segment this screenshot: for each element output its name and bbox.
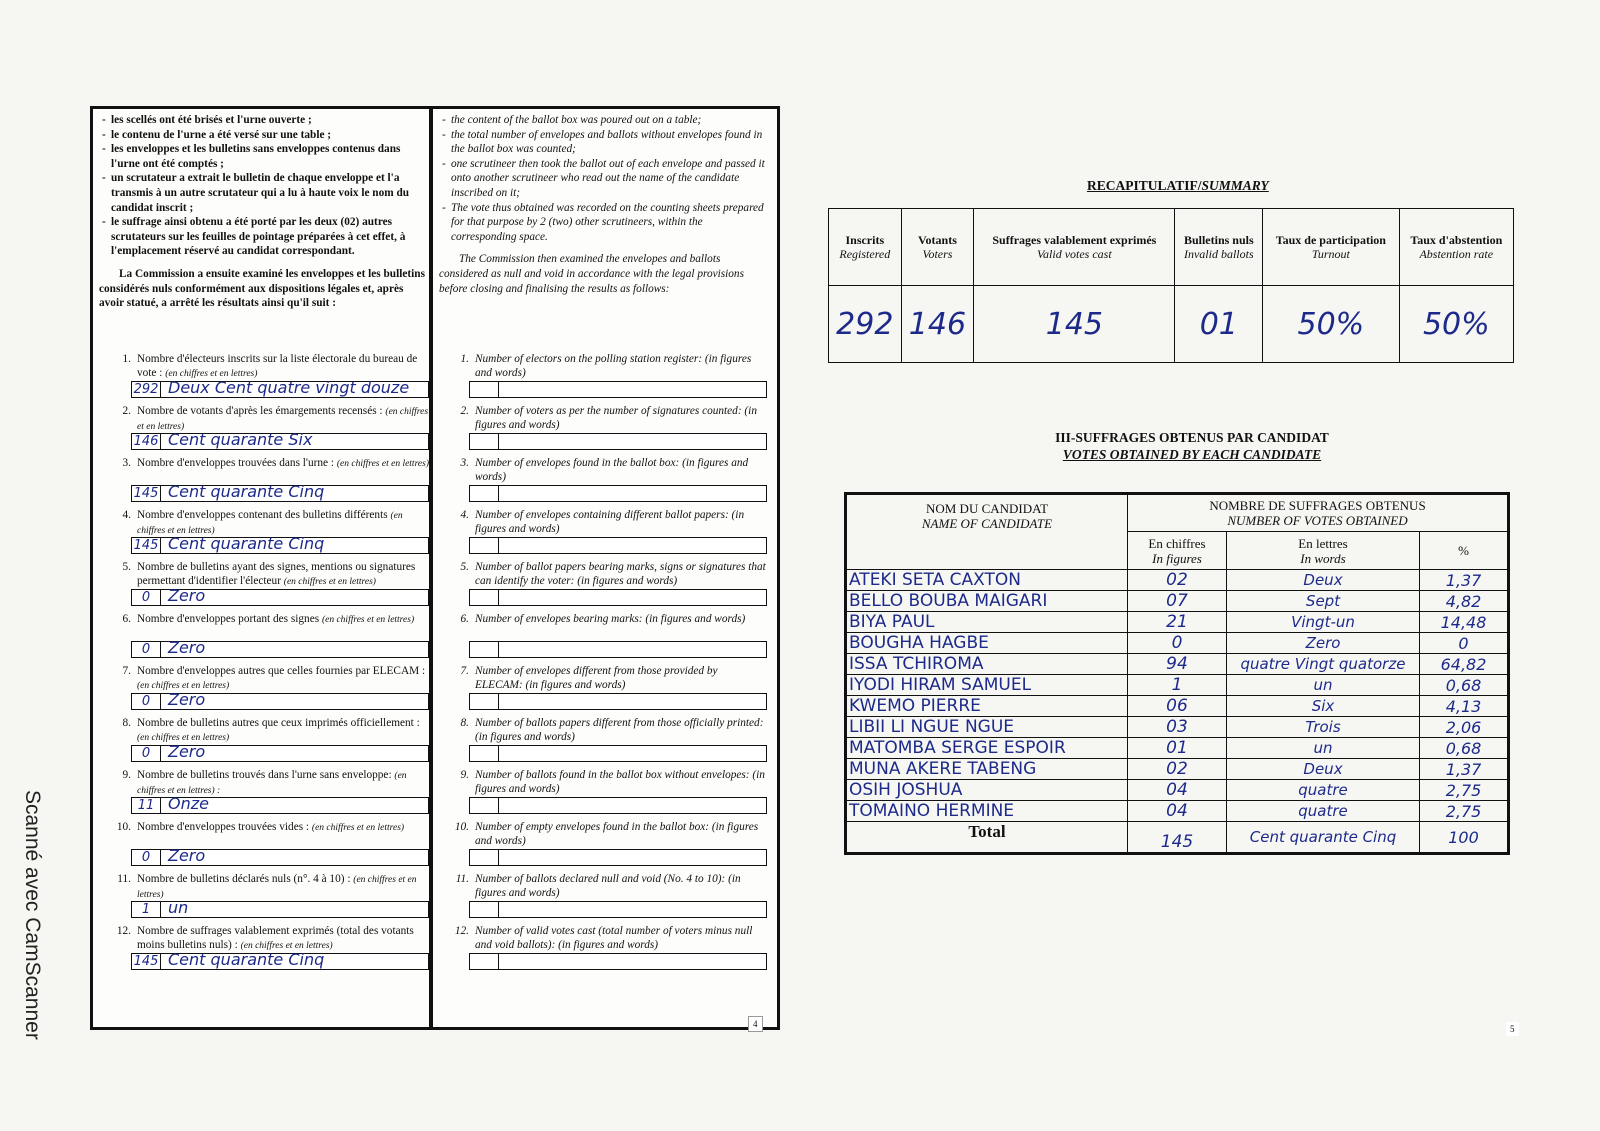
answer-figures	[470, 382, 499, 397]
candidate-percent: 2,75	[1420, 801, 1509, 822]
fr-paragraph: La Commission a ensuite examiné les enveloppes et les bulletins considérés nuls conformément aux dispositions légales et, après avoir statué, a arrêté les résultats ainsi qu'il suit :	[99, 267, 425, 310]
candidate-row	[846, 654, 1509, 675]
candidate-row	[846, 759, 1509, 780]
candidate-name: TOMAINO HERMINE	[846, 801, 1128, 822]
candidate-row	[846, 801, 1509, 822]
candidate-words: Trois	[1227, 717, 1420, 738]
question-text: Nombre de bulletins déclarés nuls (n°. 4 à 10) : (en chiffres et en lettres)	[137, 873, 417, 900]
candidate-name: ATEKI SETA CAXTON	[846, 570, 1128, 591]
candidate-row	[846, 696, 1509, 717]
header-votes-fr: NOMBRE DE SUFFRAGES OBTENUS	[1209, 498, 1426, 513]
candidate-name: BIYA PAUL	[846, 612, 1128, 633]
question-note: (en chiffres et en lettres)	[137, 407, 429, 432]
answer-box[interactable]	[131, 586, 429, 606]
candidate-words: Six	[1227, 696, 1420, 717]
answer-box[interactable]	[469, 589, 767, 606]
question-text: Number of envelopes found in the ballot box: (in figures and words)	[475, 457, 749, 483]
question-note: (en chiffres et en lettres)	[336, 459, 429, 469]
answer-figures	[470, 694, 499, 709]
candidate-name: OSIH JOSHUA	[846, 780, 1128, 801]
answer-words: Zero	[168, 742, 206, 761]
candidate-figures: 94	[1128, 654, 1227, 675]
candidate-words: quatre	[1227, 780, 1420, 801]
question-number: 1.	[460, 353, 469, 365]
fr-bullet: - les scellés ont été brisés et l'urne ouverte ;	[111, 113, 429, 128]
answer-figures: 0	[132, 642, 161, 657]
recap-values-row	[829, 286, 1514, 363]
question-text: Nombre d'enveloppes portant des signes (en chiffres et en lettres)	[137, 613, 415, 625]
en-bullet: - one scrutineer then took the ballot out of each envelope and passed it onto another scrutineer who read out the name of the candidate inscribed on it;	[451, 157, 769, 201]
question-number: 4.	[460, 509, 469, 521]
column-divider	[429, 109, 433, 1027]
question-number: 8.	[460, 717, 469, 729]
answer-words: un	[168, 898, 189, 917]
recap-value-cell: 146	[901, 286, 974, 363]
answer-figures: 1	[132, 902, 161, 917]
question-note: (en chiffres et en lettres)	[311, 823, 405, 833]
question-number: 7.	[122, 665, 131, 677]
question-text: Nombre d'enveloppes contenant des bulletins différents (en chiffres et en lettres)	[137, 509, 403, 536]
answer-box[interactable]	[469, 693, 767, 710]
answer-figures: 145	[132, 486, 161, 501]
answer-figures	[470, 590, 499, 605]
candidate-words: un	[1227, 675, 1420, 696]
candidate-words: Vingt-un	[1227, 612, 1420, 633]
question-text: Nombre d'électeurs inscrits sur la liste électorale du bureau de vote : (en chiffres et en lettres)	[137, 353, 418, 379]
question-number: 5.	[460, 561, 469, 573]
answer-figures: 292	[132, 382, 161, 397]
candidates-body	[846, 570, 1509, 822]
candidate-words: Deux	[1227, 570, 1420, 591]
answer-figures: 145	[132, 954, 161, 969]
answer-figures: 145	[132, 538, 161, 553]
candidate-figures: 0	[1128, 633, 1227, 654]
header-candidate-name	[846, 494, 1128, 570]
candidate-row	[846, 633, 1509, 654]
fr-bullet: - un scrutateur a extrait le bulletin de chaque enveloppe et l'a transmis à un autre scrutateur qui a lu à haute voix le nom du candidat inscrit ;	[111, 171, 429, 215]
answer-box[interactable]	[469, 485, 767, 502]
candidate-row	[846, 780, 1509, 801]
question-text: Nombre d'enveloppes autres que celles fournies par ELECAM : (en chiffres et en lettres)	[137, 665, 426, 691]
answer-figures	[470, 538, 499, 553]
recap-header-cell: Bulletins nuls Invalid ballots	[1175, 209, 1263, 286]
header-name-fr: NOM DU CANDIDAT	[925, 501, 1049, 516]
answer-box[interactable]	[131, 846, 429, 866]
question-text: Nombre de bulletins trouvés dans l'urne sans enveloppe: (en chiffres et en lettres) :	[137, 769, 407, 796]
question-number: 9.	[460, 769, 469, 781]
candidate-name: BELLO BOUBA MAIGARI	[846, 591, 1128, 612]
question-number: 2.	[460, 405, 469, 417]
question-text: Nombre de bulletins autres que ceux imprimés officiellement : (en chiffres et en lettres)	[137, 717, 420, 743]
candidate-name: LIBII LI NGUE NGUE	[846, 717, 1128, 738]
section-title-fr: III-SUFFRAGES OBTENUS PAR CANDIDAT	[1055, 430, 1329, 445]
candidate-figures: 02	[1128, 759, 1227, 780]
candidate-figures: 04	[1128, 780, 1227, 801]
question-number: 8.	[122, 717, 131, 729]
question-note: (en chiffres et en lettres) :	[137, 771, 407, 796]
answer-figures	[470, 902, 499, 917]
question-text: Number of empty envelopes found in the ballot box: (in figures and words)	[475, 821, 759, 847]
english-column	[439, 113, 769, 296]
en-bullet: - The vote thus obtained was recorded on the counting sheets prepared for that purpose by 2 (two) other scrutineers, within the corresponding space.	[451, 201, 769, 245]
answer-words: Deux Cent quatre vingt douze	[168, 378, 410, 397]
left-page	[90, 106, 780, 1030]
candidate-percent: 0	[1420, 633, 1509, 654]
answer-figures	[470, 642, 499, 657]
candidate-words: quatre Vingt quatorze	[1227, 654, 1420, 675]
question-note: (en chiffres et en lettres)	[137, 680, 230, 691]
answer-box[interactable]	[131, 482, 429, 502]
answer-box[interactable]	[469, 849, 767, 866]
answer-box[interactable]	[469, 745, 767, 762]
question-number: 3.	[460, 457, 469, 469]
answer-words: Zero	[168, 846, 206, 865]
candidate-percent: 4,13	[1420, 696, 1509, 717]
answer-figures: 0	[132, 746, 161, 761]
answer-figures: 146	[132, 434, 161, 449]
question-number: 11.	[455, 873, 469, 885]
question-text: Number of envelopes containing different ballot papers: (in figures and words)	[475, 509, 745, 535]
page-number-left: 4	[748, 1016, 763, 1032]
page-number-right: 5	[1506, 1022, 1519, 1036]
question-note: (en chiffres et en lettres)	[137, 875, 417, 900]
candidate-figures: 1	[1128, 675, 1227, 696]
candidate-row	[846, 612, 1509, 633]
question-text: Number of ballots declared null and void (No. 4 to 10): (in figures and words)	[475, 873, 741, 899]
header-fig-fr: En chiffres	[1148, 535, 1206, 551]
answer-box[interactable]	[131, 638, 429, 658]
fr-bullet: - le suffrage ainsi obtenu a été porté par les deux (02) autres scrutateurs sur les feuilles de pointage préparées à cet effet, à l'emplacement réservé au candidat correspondant.	[111, 215, 429, 259]
recap-header-cell: Taux d'abstention Abstention rate	[1399, 209, 1513, 286]
fr-bullet: - le contenu de l'urne a été versé sur une table ;	[111, 128, 429, 143]
candidate-name: KWEMO PIERRE	[846, 696, 1128, 717]
answer-box[interactable]	[469, 641, 767, 658]
answer-figures: 0	[132, 694, 161, 709]
candidate-figures: 04	[1128, 801, 1227, 822]
recap-value-cell: 50%	[1399, 286, 1513, 363]
recap-header-cell: Votants Voters	[901, 209, 974, 286]
question-number: 6.	[460, 613, 469, 625]
candidate-words: Zero	[1227, 633, 1420, 654]
candidate-figures: 01	[1128, 738, 1227, 759]
recap-header-cell: Inscrits Registered	[829, 209, 902, 286]
answer-figures: 11	[132, 798, 161, 813]
header-percent: %	[1420, 532, 1509, 570]
candidate-words: quatre	[1227, 801, 1420, 822]
candidate-name: BOUGHA HAGBE	[846, 633, 1128, 654]
en-bullet: - the total number of envelopes and ballots without envelopes found in the ballot box was counted;	[451, 128, 769, 157]
en-bullet: - the content of the ballot box was poured out on a table;	[451, 113, 769, 128]
question-text: Nombre de suffrages valablement exprimés (total des votants moins bulletins nuls) : (en chiffres et en lettres)	[137, 925, 414, 951]
question-text: Number of voters as per the number of signatures counted: (in figures and words)	[475, 405, 757, 431]
recap-value-cell: 145	[974, 286, 1175, 363]
answer-words: Cent quarante Six	[168, 430, 313, 449]
recap-header-cell: Suffrages valablement exprimés Valid votes cast	[974, 209, 1175, 286]
header-fig-en: In figures	[1152, 550, 1202, 566]
french-column	[99, 113, 429, 311]
total-label: Total	[846, 822, 1128, 854]
candidate-name: ISSA TCHIROMA	[846, 654, 1128, 675]
total-percent: 100	[1420, 822, 1509, 854]
answer-box[interactable]	[131, 742, 429, 762]
total-words: Cent quarante Cinq	[1227, 822, 1420, 854]
answer-words: Cent quarante Cinq	[168, 950, 325, 969]
question-number: 5.	[122, 561, 131, 573]
recap-header-cell: Taux de participation Turnout	[1263, 209, 1399, 286]
header-votes-en: NUMBER OF VOTES OBTAINED	[1227, 513, 1408, 528]
answer-box[interactable]	[469, 953, 767, 970]
answer-box[interactable]	[131, 690, 429, 710]
fr-bullet-list	[99, 113, 429, 259]
answer-figures	[470, 746, 499, 761]
question-note: (en chiffres et en lettres)	[137, 511, 403, 536]
total-figures: 145	[1128, 822, 1227, 854]
candidate-percent: 14,48	[1420, 612, 1509, 633]
answer-figures: 0	[132, 590, 161, 605]
total-row	[846, 822, 1509, 854]
candidates-table	[844, 492, 1510, 855]
answer-figures	[470, 486, 499, 501]
question-note: (en chiffres et en lettres)	[165, 368, 258, 379]
question-number: 4.	[122, 509, 131, 521]
candidate-percent: 0,68	[1420, 675, 1509, 696]
right-page	[812, 80, 1572, 1010]
question-number: 3.	[122, 457, 131, 469]
candidate-row	[846, 738, 1509, 759]
question-number: 12.	[116, 925, 131, 937]
answer-figures: 0	[132, 850, 161, 865]
candidate-words: un	[1227, 738, 1420, 759]
candidate-percent: 4,82	[1420, 591, 1509, 612]
question-number: 1.	[122, 353, 131, 365]
fr-bullet: - les enveloppes et les bulletins sans enveloppes contenus dans l'urne ont été comptés ;	[111, 142, 429, 171]
answer-box[interactable]	[131, 898, 429, 918]
answer-box[interactable]	[131, 950, 429, 970]
candidate-figures: 07	[1128, 591, 1227, 612]
question-text: Number of envelopes bearing marks: (in figures and words)	[475, 613, 746, 625]
question-note: (en chiffres et en lettres)	[321, 615, 415, 625]
candidate-figures: 21	[1128, 612, 1227, 633]
candidate-row	[846, 570, 1509, 591]
candidate-percent: 2,06	[1420, 717, 1509, 738]
candidate-words: Deux	[1227, 759, 1420, 780]
header-words-fr: En lettres	[1298, 535, 1348, 551]
candidate-percent: 0,68	[1420, 738, 1509, 759]
question-note: (en chiffres et en lettres)	[137, 732, 230, 743]
header-name-en: NAME OF CANDIDATE	[921, 516, 1053, 531]
question-number: 2.	[122, 405, 131, 417]
recap-title-fr: RECAPITULATIF/	[1087, 178, 1202, 193]
answer-box[interactable]	[469, 797, 767, 814]
candidate-row	[846, 675, 1509, 696]
header-in-words	[1227, 532, 1420, 570]
question-number: 12.	[454, 925, 469, 937]
answer-words: Zero	[168, 690, 206, 709]
recap-header-row	[829, 209, 1514, 286]
question-text: Number of ballot papers bearing marks, signs or signatures that can identify the voter: (in figures and words)	[475, 561, 766, 587]
recap-value-cell: 292	[829, 286, 902, 363]
section-title-en: VOTES OBTAINED BY EACH CANDIDATE	[1062, 447, 1322, 462]
question-note: (en chiffres et en lettres)	[283, 576, 376, 587]
recap-value-cell: 01	[1175, 286, 1263, 363]
answer-words: Cent quarante Cinq	[168, 482, 325, 501]
answer-figures	[470, 798, 499, 813]
candidate-figures: 02	[1128, 570, 1227, 591]
header-in-figures	[1128, 532, 1227, 570]
recap-table	[828, 208, 1514, 363]
answer-box[interactable]	[469, 901, 767, 918]
candidate-name: MUNA AKERE TABENG	[846, 759, 1128, 780]
question-text: Nombre d'enveloppes trouvées vides : (en chiffres et en lettres)	[137, 821, 405, 833]
answer-figures	[470, 850, 499, 865]
answer-words: Onze	[168, 794, 209, 813]
question-text: Number of envelopes different from those provided by ELECAM: (in figures and words)	[475, 665, 718, 691]
answer-figures	[470, 954, 499, 969]
question-note: (en chiffres et en lettres)	[240, 940, 333, 951]
answer-words: Zero	[168, 586, 206, 605]
question-text: Number of electors on the polling station register: (in figures and words)	[475, 353, 752, 379]
candidate-figures: 03	[1128, 717, 1227, 738]
question-text: Nombre d'enveloppes trouvées dans l'urne : (en chiffres et en lettres)	[137, 457, 429, 469]
camscanner-watermark: Scanné avec CamScanner	[21, 790, 44, 1040]
question-number: 9.	[122, 769, 131, 781]
candidate-row	[846, 591, 1509, 612]
question-number: 11.	[117, 873, 131, 885]
question-text: Number of ballots found in the ballot box without envelopes: (in figures and words)	[475, 769, 765, 795]
answer-figures	[470, 434, 499, 449]
candidate-percent: 1,37	[1420, 570, 1509, 591]
question-number: 7.	[460, 665, 469, 677]
question-text: Number of ballots papers different from those officially printed: (in figures and words)	[475, 717, 764, 743]
candidate-words: Sept	[1227, 591, 1420, 612]
en-paragraph: The Commission then examined the envelopes and ballots considered as null and void in accordance with the legal provisions before closing and finalising the results as follows:	[439, 253, 744, 295]
question-number: 10.	[454, 821, 469, 833]
recap-value-cell: 50%	[1263, 286, 1399, 363]
answer-box[interactable]	[131, 430, 429, 450]
question-text: Number of valid votes cast (total number of voters minus null and void ballots): (in figures and words)	[475, 925, 753, 951]
answer-words: Cent quarante Cinq	[168, 534, 325, 553]
answer-box[interactable]	[131, 794, 429, 814]
answer-box[interactable]	[469, 433, 767, 450]
answer-words: Zero	[168, 638, 206, 657]
candidate-percent: 2,75	[1420, 780, 1509, 801]
question-text: Nombre de bulletins ayant des signes, mentions ou signatures permettant d'identifier l'électeur (en chiffres et en lettres)	[137, 561, 416, 587]
header-words-en: In words	[1300, 550, 1346, 566]
candidate-figures: 06	[1128, 696, 1227, 717]
header-votes	[1128, 494, 1509, 532]
candidate-row	[846, 717, 1509, 738]
question-text: Nombre de votants d'après les émargements recensés : (en chiffres et en lettres)	[137, 405, 429, 432]
answer-box[interactable]	[131, 534, 429, 554]
candidate-percent: 64,82	[1420, 654, 1509, 675]
question-number: 10.	[116, 821, 131, 833]
answer-box[interactable]	[131, 378, 429, 398]
en-bullet-list	[439, 113, 769, 244]
recap-title-en: SUMMARY	[1201, 178, 1269, 193]
recap-title	[1087, 178, 1269, 194]
question-number: 6.	[122, 613, 131, 625]
answer-box[interactable]	[469, 537, 767, 554]
candidate-percent: 1,37	[1420, 759, 1509, 780]
candidate-name: MATOMBA SERGE ESPOIR	[846, 738, 1128, 759]
candidate-name: IYODI HIRAM SAMUEL	[846, 675, 1128, 696]
answer-box[interactable]	[469, 381, 767, 398]
